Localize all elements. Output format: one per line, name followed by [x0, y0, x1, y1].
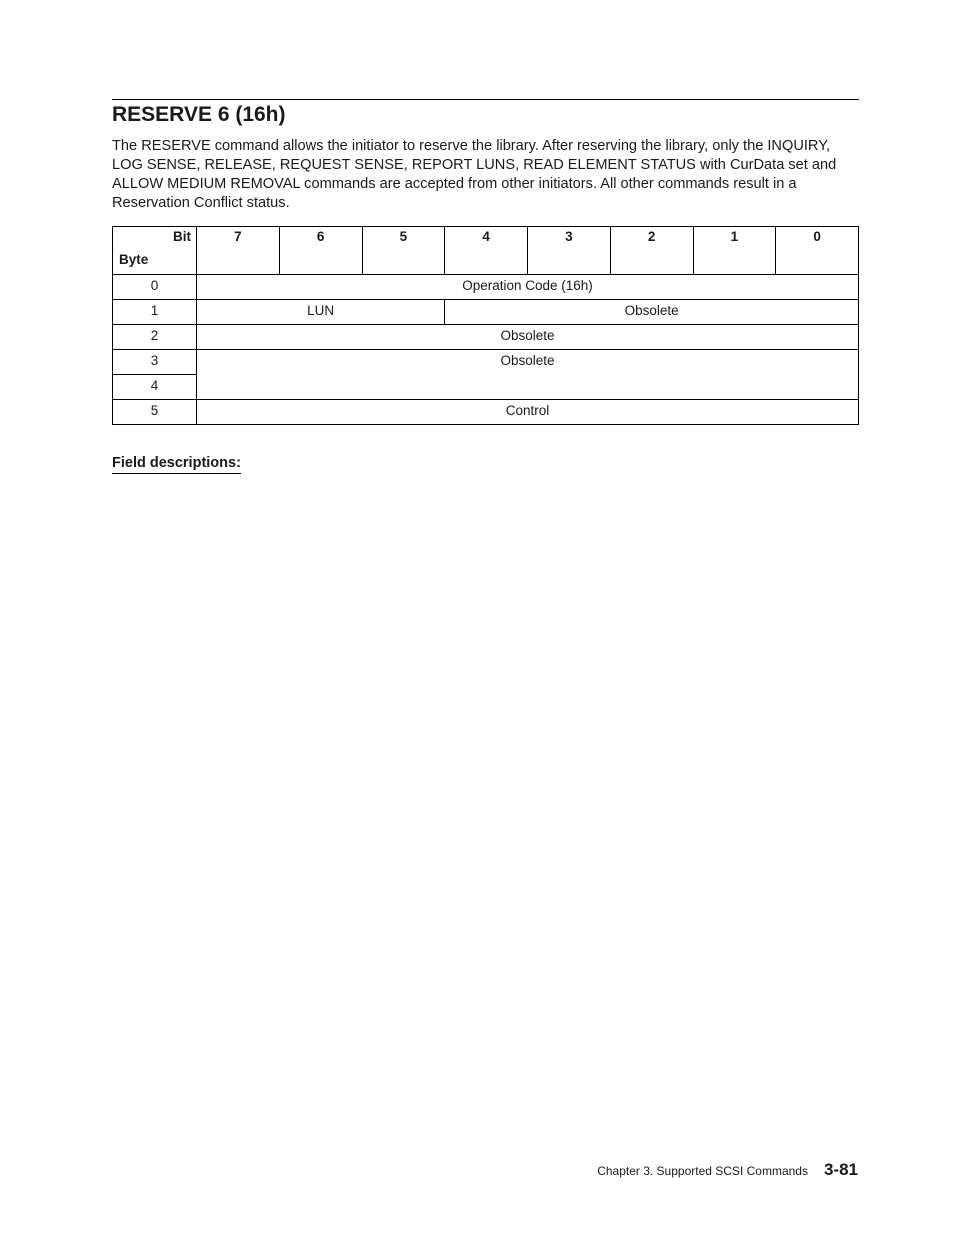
control-field: Control [197, 400, 859, 425]
bit-2-header: 2 [610, 227, 693, 275]
byte-number-cell: 5 [113, 400, 197, 425]
table-header-row [113, 227, 859, 275]
lun-field: LUN [197, 300, 445, 325]
command-descriptor-table [112, 226, 859, 425]
byte-number-cell: 3 [113, 350, 197, 375]
bit-7-header: 7 [197, 227, 280, 275]
footer-chapter: Chapter 3. Supported SCSI Commands [597, 1164, 808, 1178]
byte-number-cell: 2 [113, 325, 197, 350]
bit-0-header: 0 [776, 227, 859, 275]
page-footer [597, 1160, 858, 1180]
table-row [113, 350, 859, 375]
bit-3-header: 3 [528, 227, 611, 275]
bit-4-header: 4 [445, 227, 528, 275]
table-row [113, 325, 859, 350]
table-row [113, 275, 859, 300]
bit-5-header: 5 [362, 227, 445, 275]
intro-paragraph: The RESERVE command allows the initiator to reserve the library. After reserving the library, only the INQUIRY, LOG SENSE, RELEASE, REQUEST SENSE, REPORT LUNS, READ ELEMENT STATUS with CurData set and ALLOW MEDIUM REMOVAL commands are accepted from other initiators. All other commands result in a Reservation Conflict status. [112, 138, 837, 211]
table-row [113, 300, 859, 325]
section-top-rule [112, 99, 859, 100]
bit-byte-corner-cell [113, 227, 197, 275]
byte-label: Byte [119, 252, 149, 267]
obsolete-field: Obsolete [197, 350, 859, 400]
operation-code-field: Operation Code (16h) [197, 275, 859, 300]
bit-label: Bit [173, 229, 191, 244]
table-row [113, 400, 859, 425]
field-descriptions-heading: Field descriptions: [112, 455, 241, 474]
byte-number-cell: 0 [113, 275, 197, 300]
byte-number-cell: 4 [113, 375, 197, 400]
bit-1-header: 1 [693, 227, 776, 275]
page-number: 3-81 [823, 1160, 858, 1179]
obsolete-field: Obsolete [197, 325, 859, 350]
obsolete-field: Obsolete [445, 300, 859, 325]
bit-6-header: 6 [279, 227, 362, 275]
byte-number-cell: 1 [113, 300, 197, 325]
section-title: RESERVE 6 (16h) [112, 103, 286, 126]
